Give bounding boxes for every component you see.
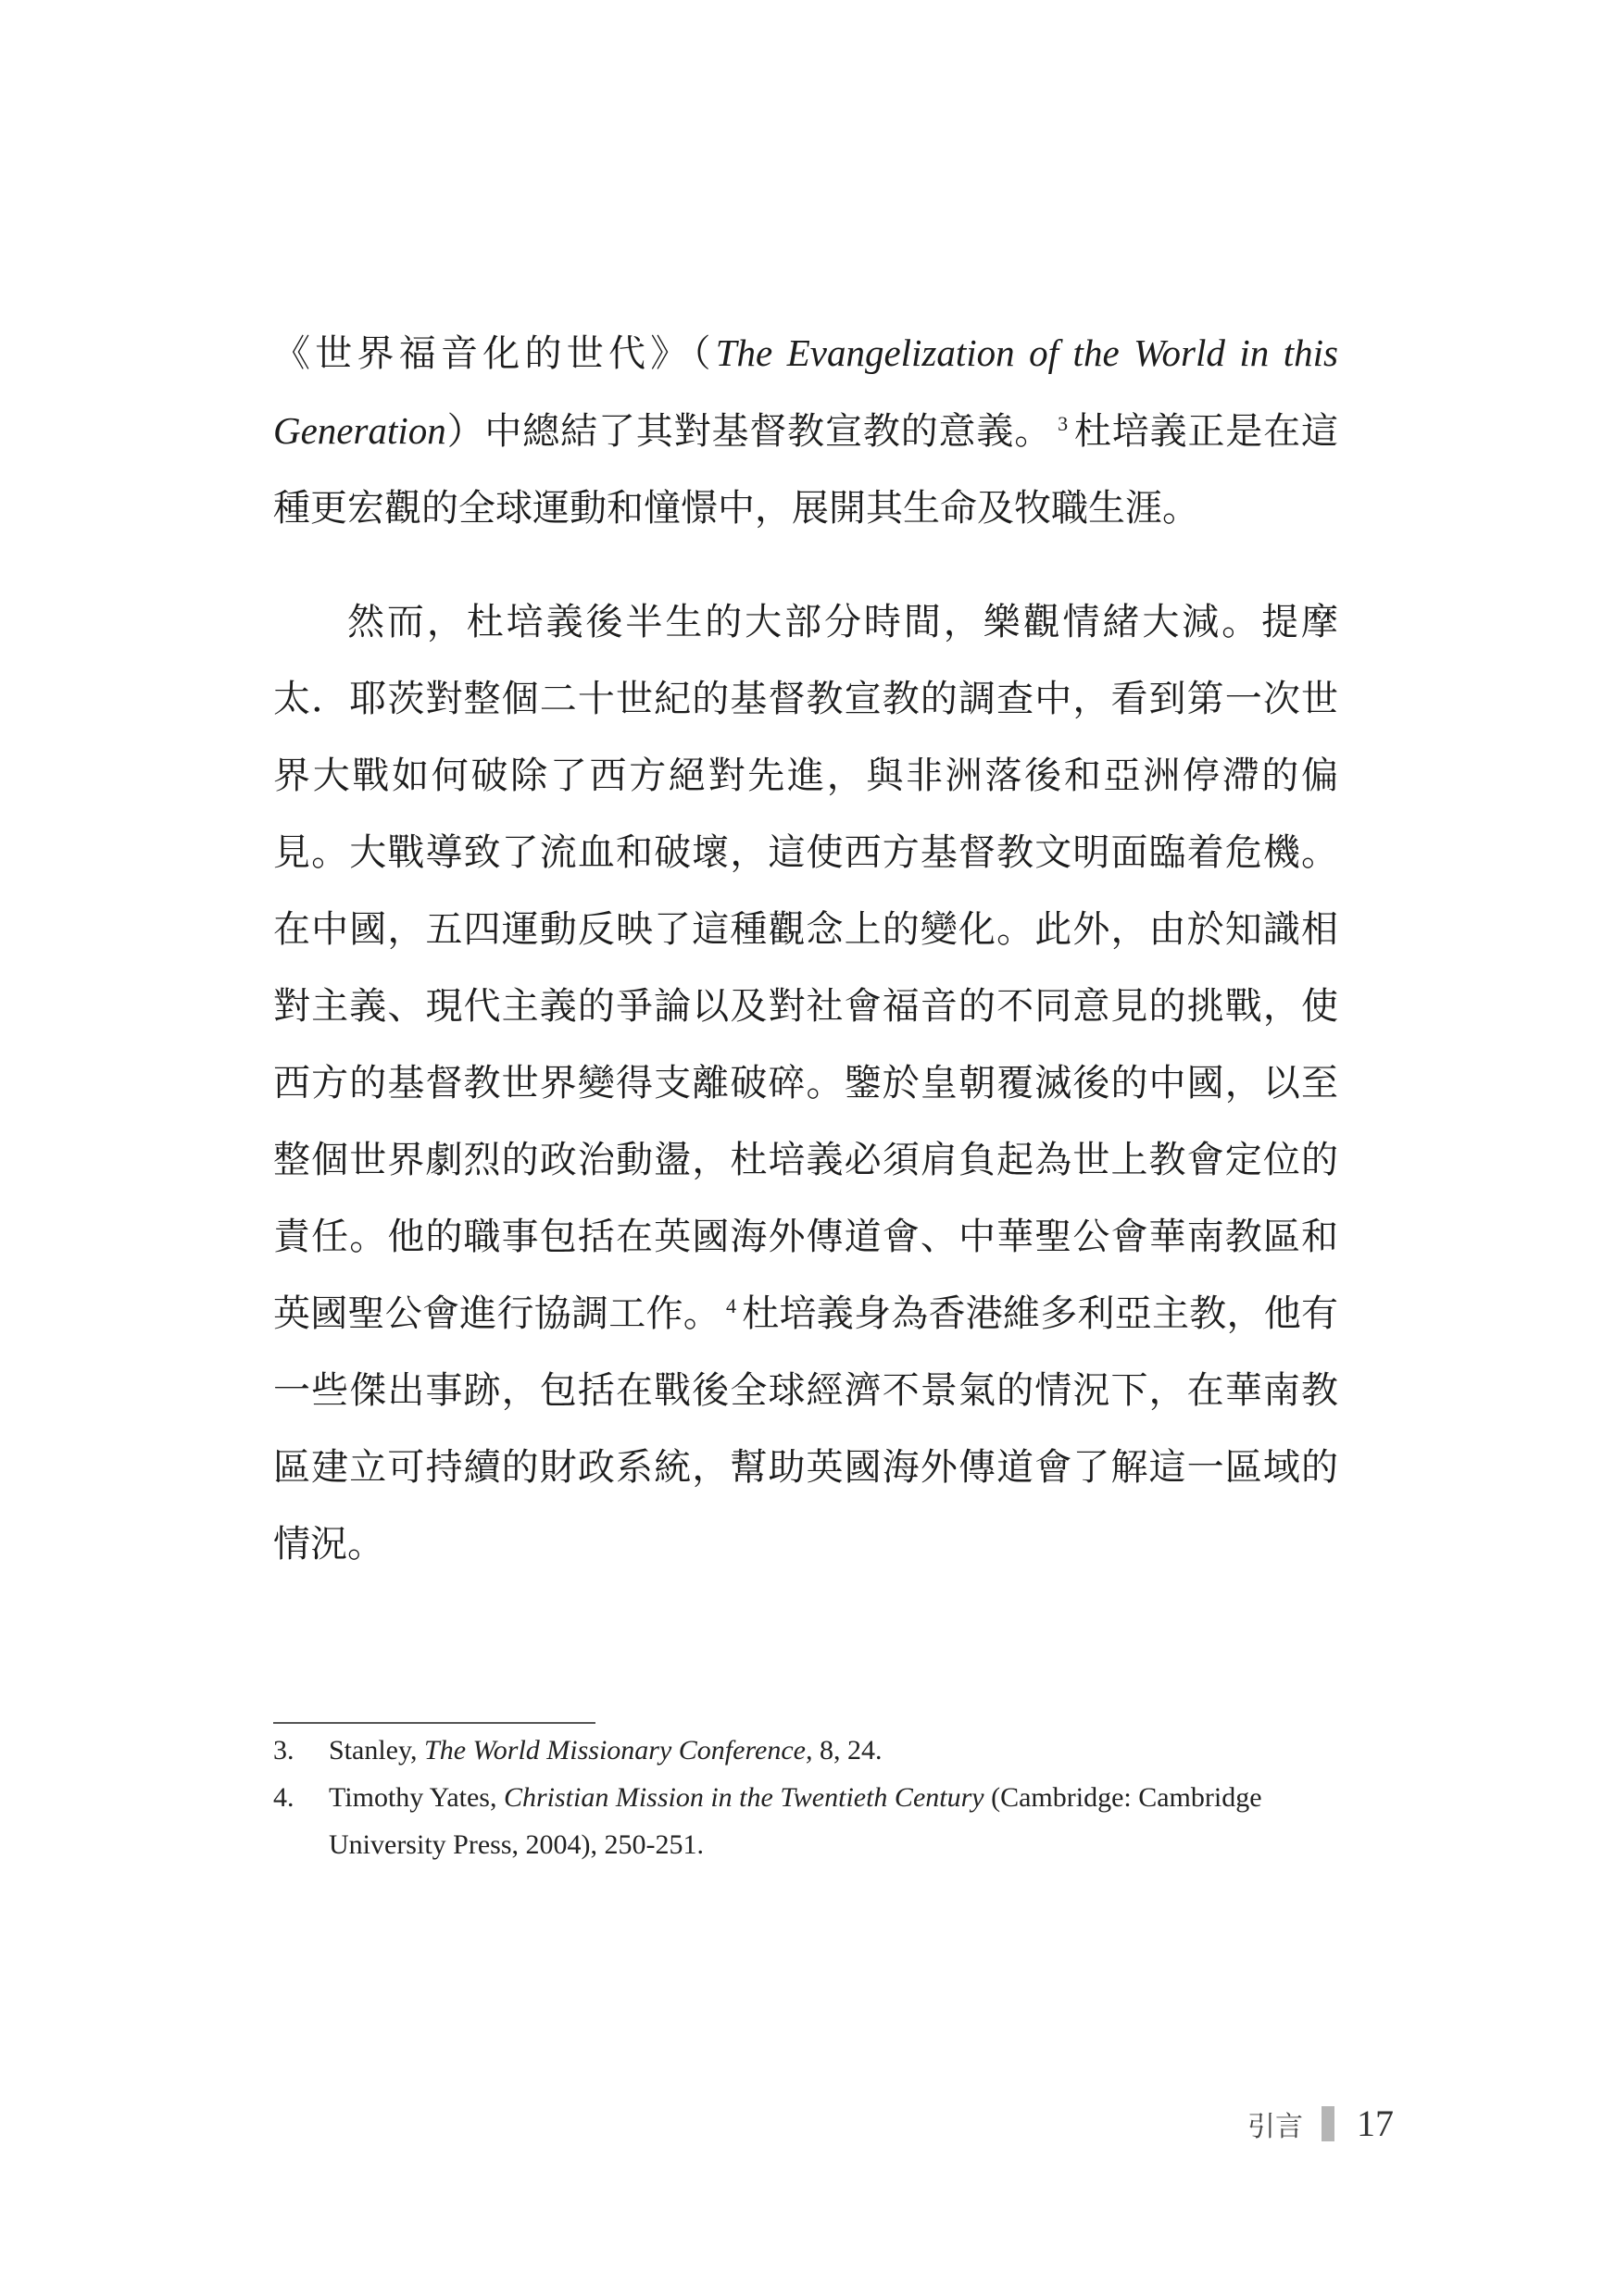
footnote-divider — [273, 1722, 595, 1724]
footnote-title: The World Missionary Conference, — [424, 1735, 813, 1766]
footnote-author: Timothy Yates, — [329, 1782, 504, 1813]
page-footer — [1247, 2102, 1394, 2145]
intro-text: ）中總結了其對基督教宣教的意義。 — [445, 410, 1053, 453]
book-title-zh: 《世界福音化的世代》（ — [273, 332, 716, 375]
book-title-en: The Evangelization of the World in this Generation — [273, 331, 1339, 452]
footnote-3 — [273, 1727, 1338, 1774]
footnotes — [273, 1727, 1338, 1868]
section-label: 引言 — [1247, 2110, 1303, 2143]
main-text-part1: 然而，杜培義後半生的大部分時間，樂觀情緒大減。提摩太．耶茨對整個二十世紀的基督教宣教的調查中，看到第一次世界大戰如何破除了西方絕對先進，與非洲落後和亞洲停滯的偏見。大戰導致了流血和破壞，這使西方基督教文明面臨着危機。在中國，五四運動反映了這種觀念上的變化。此外，由於知識相對主義、現代主義的爭論以及對社會福音的不同意見的挑戰，使西方的基督教世界變得支離破碎。鑒於皇朝覆滅後的中國，以至整個世界劇烈的政治動盪，杜培義必須肩負起為世上教會定位的責任。他的職事包括在英國海外傳道會、中華聖公會華南教區和英國聖公會進行協調工作。 — [273, 601, 1338, 1335]
paragraph-main — [273, 584, 1338, 1583]
footnote-pages: 8, 24. — [812, 1735, 883, 1766]
intro-text-rest: 杜培義正是在這種更宏觀的全球運動和憧憬中，展開其生命及牧職生涯。 — [273, 410, 1338, 530]
page-number: 17 — [1357, 2103, 1394, 2144]
footnote-author: Stanley, — [329, 1735, 425, 1766]
section-marker — [1322, 2106, 1334, 2141]
footnote-title: Christian Mission in the Twentieth Century — [503, 1782, 984, 1813]
footnote-number: 3. — [273, 1735, 294, 1766]
footnote-number: 4. — [273, 1782, 294, 1813]
footnote-4 — [273, 1774, 1338, 1868]
body-text — [273, 315, 1338, 1583]
footnote-ref-3[interactable]: 3 — [1058, 411, 1069, 435]
footnote-ref-4[interactable]: 4 — [726, 1293, 736, 1317]
footnote-publication: (Cambridge: Cambridge University Press, 2004), 250-251. — [329, 1782, 1262, 1860]
paragraph-intro — [273, 315, 1338, 547]
main-text-part2: 杜培義身為香港維多利亞主教，他有一些傑出事跡，包括在戰後全球經濟不景氣的情況下，在華南教區建立可持續的財政系統，幫助英國海外傳道會了解這一區域的情況。 — [273, 1292, 1338, 1566]
